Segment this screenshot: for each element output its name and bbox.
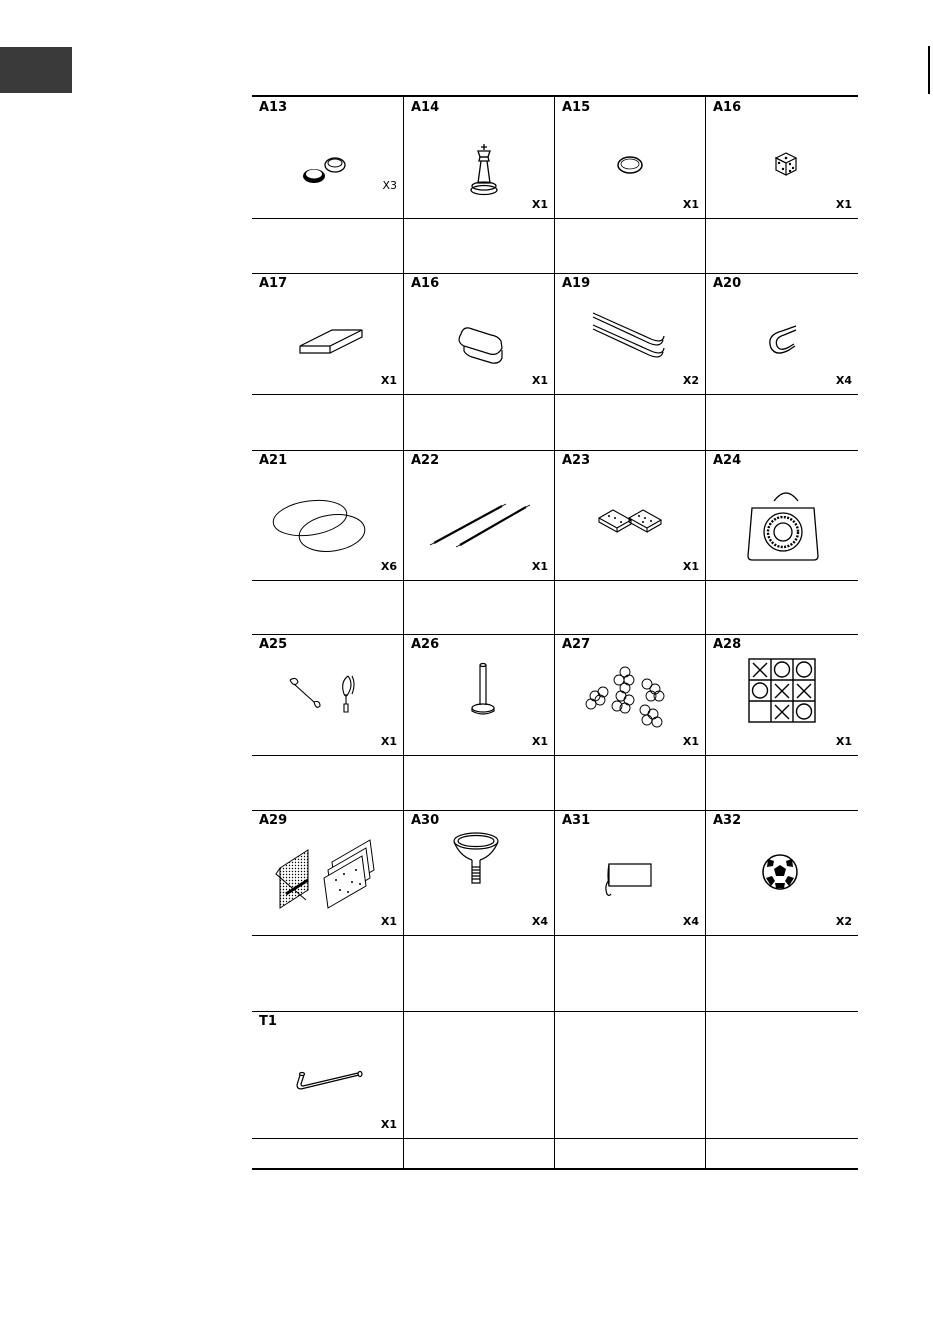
- dice-icon: [706, 97, 856, 222]
- description-cell: [554, 1138, 705, 1170]
- game-cards-icon: [252, 810, 402, 935]
- part-quantity: X1: [531, 735, 548, 748]
- part-cell: [705, 273, 858, 394]
- parts-row: [252, 1011, 858, 1139]
- part-id: A29: [259, 813, 288, 828]
- description-cell: [252, 394, 403, 450]
- chapter-tab-marker: [0, 47, 72, 93]
- part-id: A31: [562, 813, 591, 828]
- parts-table: [252, 95, 858, 1170]
- part-id: A23: [562, 453, 591, 468]
- part-quantity: X2: [835, 915, 852, 928]
- part-cell: [554, 450, 705, 580]
- part-id: A16: [411, 276, 440, 291]
- part-quantity: X2: [682, 374, 699, 387]
- darts-icon: [252, 634, 402, 759]
- part-id: A19: [562, 276, 591, 291]
- description-cell: [403, 1138, 554, 1170]
- cords-icon: [404, 450, 554, 575]
- part-id: A26: [411, 637, 440, 652]
- parts-row: [252, 273, 858, 395]
- description-row: [252, 218, 858, 274]
- part-cell: [705, 634, 858, 755]
- part-id: A16: [713, 100, 742, 115]
- tic-tac-toe-board-icon: [706, 634, 856, 759]
- description-cell: [705, 1138, 858, 1170]
- description-row: [252, 755, 858, 811]
- part-quantity: X3: [382, 179, 397, 192]
- part-cell: [705, 810, 858, 935]
- empty-cell: [403, 1011, 554, 1138]
- description-cell: [403, 580, 554, 634]
- part-id: A28: [713, 637, 742, 652]
- description-cell: [252, 755, 403, 810]
- part-quantity: X1: [531, 198, 548, 211]
- description-cell: [403, 755, 554, 810]
- allen-key-icon: [252, 1011, 402, 1136]
- part-quantity: X1: [682, 198, 699, 211]
- part-quantity: X4: [682, 915, 699, 928]
- part-id: A32: [713, 813, 742, 828]
- part-cell: [403, 97, 554, 218]
- part-id: A20: [713, 276, 742, 291]
- part-quantity: X4: [835, 374, 852, 387]
- part-cell: [403, 810, 554, 935]
- description-cell: [705, 755, 858, 810]
- parts-row: [252, 97, 858, 219]
- description-cell: [554, 755, 705, 810]
- description-cell: [554, 935, 705, 1011]
- part-id: A15: [562, 100, 591, 115]
- part-cell: [403, 634, 554, 755]
- description-cell: [554, 394, 705, 450]
- part-quantity: X1: [682, 560, 699, 573]
- soccer-ball-icon: [706, 810, 856, 935]
- part-cell: [252, 1011, 403, 1138]
- part-cell: [252, 634, 403, 755]
- parts-row: [252, 634, 858, 756]
- part-id: A30: [411, 813, 440, 828]
- part-id: A21: [259, 453, 288, 468]
- description-row: [252, 1138, 858, 1170]
- part-cell: [252, 273, 403, 394]
- rectangular-block-icon: [252, 273, 402, 398]
- description-cell: [554, 218, 705, 273]
- description-cell: [705, 935, 858, 1011]
- description-cell: [403, 935, 554, 1011]
- part-id: A17: [259, 276, 288, 291]
- part-cell: [403, 450, 554, 580]
- part-quantity: X1: [380, 915, 397, 928]
- description-row: [252, 394, 858, 451]
- empty-cell: [554, 1011, 705, 1138]
- part-quantity: X1: [682, 735, 699, 748]
- part-id: A14: [411, 100, 440, 115]
- part-id: A25: [259, 637, 288, 652]
- u-clip-icon: [706, 273, 856, 398]
- part-quantity: X1: [835, 735, 852, 748]
- part-cell: [554, 97, 705, 218]
- description-cell: [705, 580, 858, 634]
- part-cell: [252, 810, 403, 935]
- roulette-bag-icon: [706, 450, 856, 575]
- part-cell: [554, 810, 705, 935]
- description-cell: [252, 580, 403, 634]
- description-cell: [403, 394, 554, 450]
- part-quantity: X4: [531, 915, 548, 928]
- part-quantity: X6: [380, 560, 397, 573]
- description-row: [252, 580, 858, 635]
- part-quantity: X1: [380, 1118, 397, 1131]
- description-cell: [252, 935, 403, 1011]
- part-id: A13: [259, 100, 288, 115]
- dominoes-icon: [555, 450, 705, 575]
- part-cell: [252, 450, 403, 580]
- part-cell: [705, 450, 858, 580]
- part-cell: [403, 273, 554, 394]
- description-cell: [403, 218, 554, 273]
- part-quantity: X1: [531, 560, 548, 573]
- part-quantity: X1: [531, 374, 548, 387]
- parts-row: [252, 450, 858, 581]
- part-id: A24: [713, 453, 742, 468]
- part-quantity: X1: [835, 198, 852, 211]
- part-cell: [554, 634, 705, 755]
- part-id: T1: [259, 1014, 277, 1029]
- description-cell: [705, 394, 858, 450]
- page-edge-mark: [928, 46, 930, 94]
- description-cell: [705, 218, 858, 273]
- description-cell: [554, 580, 705, 634]
- rubber-bands-icon: [252, 450, 402, 575]
- part-id: A27: [562, 637, 591, 652]
- description-row: [252, 935, 858, 1012]
- part-quantity: X1: [380, 374, 397, 387]
- parts-row: [252, 810, 858, 936]
- magnet-buttons-icon: [252, 97, 402, 222]
- empty-cell: [705, 1011, 858, 1138]
- part-id: A22: [411, 453, 440, 468]
- part-quantity: X1: [380, 735, 397, 748]
- description-cell: [252, 1138, 403, 1170]
- part-cell: [554, 273, 705, 394]
- part-cell: [252, 97, 403, 218]
- description-cell: [252, 218, 403, 273]
- part-cell: [705, 97, 858, 218]
